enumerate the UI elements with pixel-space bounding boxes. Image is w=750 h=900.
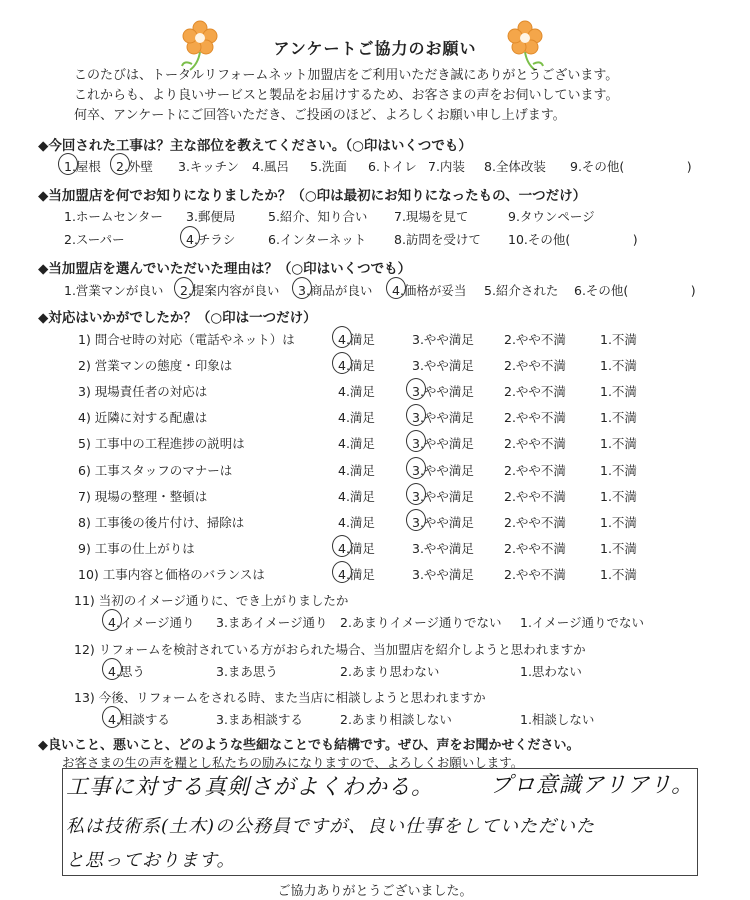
q4-answer-circle [332,352,352,374]
handwritten-line-1: 工事に対する真剣さがよくわかる。 [66,775,435,800]
q4-item-option[interactable]: 3.やや満足 [412,358,474,374]
q4-item-label: 7) 現場の整理・整頓は [78,488,208,504]
q4-item-option[interactable]: 4.満足 [338,540,375,556]
q1-question [38,134,472,154]
q12-option-3[interactable]: 3.まあ思う [216,664,278,679]
q4-item-option[interactable]: 2.やや不満 [504,540,566,556]
q3-question [38,257,411,277]
comments-subheading: お客さまの生の声を糧とし私たちの励みになりますので、よろしくお願いします。 [62,755,524,770]
q12-option-4[interactable]: 4.思う [108,664,145,679]
q4-item-option[interactable]: 3.やや満足 [412,384,474,400]
q2-option-2[interactable]: 2.スーパー [64,232,125,247]
q4-text: ◆対応はいかがでしたか？ [38,310,197,326]
q1-option-9[interactable]: 9.その他( ) [570,159,692,174]
q3-option-4[interactable]: 4.価格が妥当 [392,283,467,298]
q2-text: ◆当加盟店を何でお知りになりましたか？ [38,188,292,204]
q4-item-option[interactable]: 1.不満 [600,436,637,452]
q1-circle-2 [110,153,130,175]
q2-option-3[interactable]: 3.郵便局 [186,209,236,224]
q4-answer-circle [406,483,426,505]
q3-option-6[interactable]: 6.その他( ) [574,283,696,298]
q4-item-option[interactable]: 4.満足 [338,514,375,530]
q2-question [38,184,586,204]
q4-item-label: 6) 工事スタッフのマナーは [78,462,233,478]
q4-item-option[interactable]: 3.やや満足 [412,488,474,504]
q11-circle-4 [102,609,122,631]
q1-option-3[interactable]: 3.キッチン [178,159,240,174]
q1-option-7[interactable]: 7.内装 [428,159,465,174]
intro-line-2: これからも、より良いサービスと製品をお届けするため、お客さまの声をお伺いしています。 [74,88,619,103]
q3-note: （○印はいくつでも） [277,261,412,277]
q3-option-1[interactable]: 1.営業マンが良い [64,283,164,298]
q1-option-6[interactable]: 6.トイレ [368,159,417,174]
q4-item-option[interactable]: 2.やや不満 [504,410,566,426]
q4-item-option[interactable]: 2.やや不満 [504,384,566,400]
page-title: アンケートご協力のお願い [273,39,477,58]
q1-option-4[interactable]: 4.風呂 [252,159,289,174]
q13-option-2[interactable]: 2.あまり相談しない [340,712,452,727]
q2-circle-4 [180,226,200,248]
q4-item-label: 8) 工事後の後片付け、掃除は [78,514,245,530]
q4-item-label: 1) 問合せ時の対応（電話やネット）は [78,332,295,347]
q4-item-option[interactable]: 3.やや満足 [412,540,474,556]
q4-item-option[interactable]: 1.不満 [600,514,637,530]
q4-item-option[interactable]: 1.不満 [600,358,637,374]
q4-item-option[interactable]: 4.満足 [338,462,375,478]
q4-item-option[interactable]: 3.やや満足 [412,436,474,452]
q1-text: ◆今回された工事は？主な部位を教えてください。 [38,138,346,154]
q4-item-option[interactable]: 2.やや不満 [504,332,566,347]
handwritten-line-2: プロ意識アリアリ。 [490,773,695,798]
q4-item-option[interactable]: 4.満足 [338,358,375,374]
q2-option-9[interactable]: 9.タウンページ [508,209,595,224]
q2-option-4[interactable]: 4.チラシ [186,232,236,247]
q3-circle-3 [292,277,312,299]
q12-option-1[interactable]: 1.思わない [520,664,582,679]
q4-item-option[interactable]: 2.やや不満 [504,566,566,582]
intro-line-3: 何卒、アンケートにご回答いただき、ご投函のほど、よろしくお願い申し上げます。 [74,108,566,123]
q4-item-option[interactable]: 3.やや満足 [412,410,474,426]
q2-option-10[interactable]: 10.その他( ) [508,232,638,247]
q11-option-1[interactable]: 1.イメージ通りでない [520,615,645,630]
q4-answer-circle [332,561,352,583]
q12-text: 12) リフォームを検討されている方がおられた場合、当加盟店を紹介しようと思われますか [74,642,586,657]
q4-answer-circle [332,326,352,348]
q13-circle-4 [102,706,122,728]
q3-text: ◆当加盟店を選んでいただいた理由は？ [38,261,278,277]
q4-item-option[interactable]: 4.満足 [338,488,375,504]
q4-item-option[interactable]: 4.満足 [338,410,375,426]
q4-answer-circle [406,457,426,479]
q3-circle-4 [386,277,406,299]
q4-item-option[interactable]: 2.やや不満 [504,514,566,530]
q13-option-3[interactable]: 3.まあ相談する [216,712,303,727]
q4-item-option[interactable]: 3.やや満足 [412,514,474,530]
q11-text: 11) 当初のイメージ通りに、でき上がりましたか [74,593,349,608]
q4-item-option[interactable]: 1.不満 [600,488,637,504]
q1-circle-1 [58,153,78,175]
q4-item-label: 10) 工事内容と価格のバランスは [78,566,265,582]
q4-item-option[interactable]: 2.やや不満 [504,436,566,452]
q1-option-2[interactable]: 2.外壁 [116,159,153,174]
q4-item-option[interactable]: 3.やや満足 [412,462,474,478]
q4-item-option[interactable]: 1.不満 [600,462,637,478]
q4-note: （○印は一つだけ） [196,310,317,326]
q3-option-3[interactable]: 3.商品が良い [298,283,373,298]
q3-option-2[interactable]: 2.提案内容が良い [180,283,280,298]
q4-item-option[interactable]: 1.不満 [600,566,637,582]
q2-option-8[interactable]: 8.訪問を受けて [394,232,481,247]
q11-option-4[interactable]: 4.イメージ通り [108,615,195,630]
q13-text: 13) 今後、リフォームをされる時、また当店に相談しようと思われますか [74,690,486,705]
q4-item-option[interactable]: 4.満足 [338,436,375,452]
q13-option-1[interactable]: 1.相談しない [520,712,595,727]
q4-item-option[interactable]: 2.やや不満 [504,358,566,374]
q4-answer-circle [332,535,352,557]
q4-question [38,306,317,326]
q4-item-option[interactable]: 4.満足 [338,384,375,400]
q1-option-8[interactable]: 8.全体改装 [484,159,546,174]
q2-option-6[interactable]: 6.インターネット [268,232,367,247]
q3-circle-2 [174,277,194,299]
q4-item-option[interactable]: 1.不満 [600,410,637,426]
q4-item-label: 3) 現場責任者の対応は [78,384,208,400]
q4-answer-circle [406,509,426,531]
q3-option-5[interactable]: 5.紹介された [484,283,559,298]
q1-note: （○印はいくつでも） [345,138,472,154]
q12-option-2[interactable]: 2.あまり思わない [340,664,440,679]
q4-item-option[interactable]: 1.不満 [600,332,637,347]
q1-option-5[interactable]: 5.洗面 [310,159,347,174]
q1-option-1[interactable]: 1.屋根 [64,159,101,174]
q4-item-option[interactable]: 4.満足 [338,332,375,347]
q4-item-option[interactable]: 2.やや不満 [504,488,566,504]
q4-item-option[interactable]: 1.不満 [600,540,637,556]
q13-option-4[interactable]: 4.相談する [108,712,170,727]
q2-option-5[interactable]: 5.紹介、知り合い [268,209,368,224]
q4-item-option[interactable]: 1.不満 [600,384,637,400]
q4-item-label: 9) 工事の仕上がりは [78,540,195,556]
handwritten-line-4: と思っております。 [66,850,236,871]
q2-note: （○印は最初にお知りになったもの、一つだけ） [291,188,587,204]
closing-message: ご協力ありがとうございました。 [277,884,473,899]
q2-option-7[interactable]: 7.現場を見て [394,209,469,224]
q4-item-label: 4) 近隣に対する配慮は [78,410,208,426]
q4-item-option[interactable]: 2.やや不満 [504,462,566,478]
q2-option-1[interactable]: 1.ホームセンター [64,209,163,224]
q12-circle-4 [102,658,122,680]
intro-line-1: このたびは、トータルリフォームネット加盟店をご利用いただき誠にありがとうございます。 [74,68,619,83]
q4-item-label: 2) 営業マンの態度・印象は [78,358,233,374]
comments-heading: ◆良いこと、悪いこと、どのような些細なことでも結構です。ぜひ、声をお聞かせください。 [38,738,580,753]
q11-option-2[interactable]: 2.あまりイメージ通りでない [340,615,502,630]
q4-item-option[interactable]: 3.やや満足 [412,566,474,582]
q4-item-option[interactable]: 4.満足 [338,566,375,582]
q11-option-3[interactable]: 3.まあイメージ通り [216,615,328,630]
q4-item-label: 5) 工事中の工程進捗の説明は [78,436,245,452]
handwritten-line-3: 私は技術系(土木)の公務員ですが、良い仕事をしていただいた [66,816,596,837]
q4-item-option[interactable]: 3.やや満足 [412,332,474,347]
